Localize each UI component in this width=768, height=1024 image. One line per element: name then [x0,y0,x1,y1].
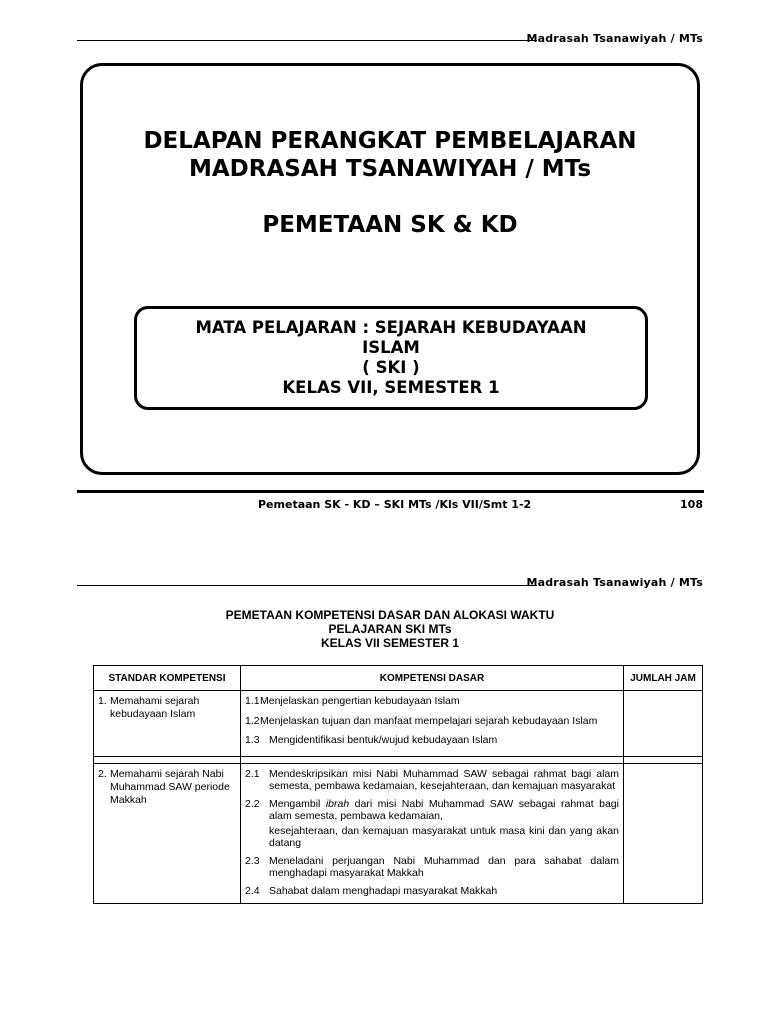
section-title-line2: PELAJARAN SKI MTs [328,622,452,636]
page2-header-rule [77,585,537,586]
table-row [94,691,703,757]
kd-number: 2.2 [245,797,260,810]
kd-cell [241,691,624,757]
sk-cell [94,691,241,757]
sk-cell [94,763,241,904]
kd-number: 2.1 [245,767,260,780]
kd-italic-term: ibrah [325,797,350,810]
page2-header-text: Madrasah Tsanawiyah / MTs [526,576,703,589]
kd-text: Mendeskripsikan misi Nabi Muhammad SAW sebagai rahmat bagi alam semesta, pembawa kedamaian, kesejahteraan, dan kemajuan masyarakat [269,767,619,792]
page1-footer-rule [77,490,704,493]
header-hours: JUMLAH JAM [624,666,703,691]
header-kd: KOMPETENSI DASAR [241,666,624,691]
subject-line4: KELAS VII, SEMESTER 1 [282,378,500,397]
kd-cell [241,763,624,904]
section-title-line3: KELAS VII SEMESTER 1 [320,636,460,650]
page1-page-number: 108 [680,498,703,511]
kd-number: 1.1 [245,695,260,707]
table-row [94,763,703,904]
cover-title-line1: DELAPAN PERANGKAT PEMBELAJARAN [143,128,637,154]
subject-line3: ( SKI ) [362,358,420,377]
cover-title-line2: MADRASAH TSANAWIYAH / MTs [188,156,592,182]
cover-title-line3: PEMETAAN SK & KD [262,212,518,238]
sk-text: Memahami sejarah Nabi Muhammad SAW periode Makkah [110,767,230,806]
subject-box [134,306,648,410]
subject-line1: MATA PELAJARAN : SEJARAH KEBUDAYAAN [195,318,587,337]
hours-cell [624,763,703,904]
table-spacer [94,756,703,763]
kd-text: Mengambil ibrah dari misi Nabi Muhammad SAW sebagai rahmat bagi alam semesta, pembawa kedamaian, [269,797,619,822]
kd-text: Mengidentifikasi bentuk/wujud kebudayaan Islam [269,734,498,746]
table-header-row [94,666,703,691]
kd-text: Sahabat dalam menghadapi masyarakat Makkah [269,884,498,897]
competency-table [93,665,703,904]
hours-cell [624,691,703,757]
page1-header-rule [77,40,537,41]
subject-line2: ISLAM [362,338,420,357]
kd-number: 1.3 [245,734,260,746]
section-title-line1: PEMETAAN KOMPETENSI DASAR DAN ALOKASI WAKTU [225,608,555,622]
header-sk: STANDAR KOMPETENSI [94,666,241,691]
kd-text-continued: kesejahteraan, dan kemajuan masyarakat untuk masa kini dan yang akan datang [269,824,619,849]
cover-frame [80,63,700,475]
page1-header-text: Madrasah Tsanawiyah / MTs [526,32,703,45]
kd-text: Menjelaskan pengertian kebudayaan Islam [260,695,460,707]
kd-text: Menjelaskan tujuan dan manfaat mempelajari sejarah kebudayaan Islam [260,714,598,727]
page1-footer-caption: Pemetaan SK - KD – SKI MTs /Kls VII/Smt 1-2 [258,498,532,511]
kd-number: 1.2 [245,714,260,727]
sk-text: Memahami sejarah kebudayaan Islam [110,695,200,720]
kd-text: Meneladani perjuangan Nabi Muhammad dan para sahabat dalam menghadapi masyarakat Makkah [269,854,619,879]
sk-number: 1. [98,695,107,707]
sk-number: 2. [98,767,107,780]
kd-number: 2.4 [245,884,260,897]
kd-number: 2.3 [245,854,260,867]
